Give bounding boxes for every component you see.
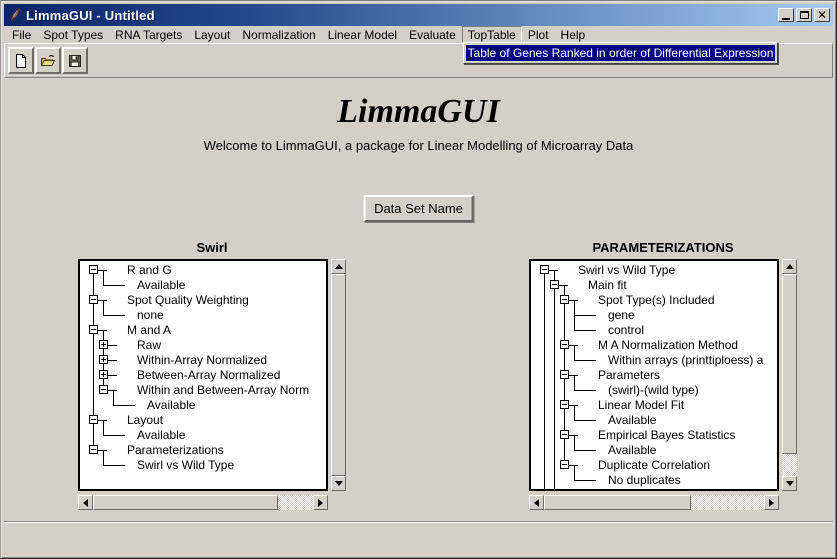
scrollbar-thumb[interactable] [331,274,346,476]
new-file-button[interactable] [8,47,34,74]
menu-layout[interactable]: Layout [194,27,231,42]
swirl-tree-title: Swirl [196,240,228,255]
tree-toggle-minus-icon[interactable] [560,370,569,379]
tree-connector-line [108,375,117,376]
tree-node-label[interactable]: control [608,323,645,337]
tree-connector-line [544,270,545,489]
tree-connector-line [103,435,125,436]
tree-node-label[interactable]: Layout [127,413,164,427]
tree-node-label[interactable]: M A Normalization Method [598,338,739,352]
tree-node-label[interactable]: Available [608,443,657,457]
toptable-dropdown [463,42,778,64]
close-button[interactable] [814,8,830,22]
menu-bar [4,26,833,43]
page-title: LimmaGUI [337,93,500,130]
tree-node-label[interactable]: Swirl vs Wild Type [578,263,676,277]
scroll-down-icon [335,481,343,486]
tree-node-label[interactable]: Parameters [598,368,661,382]
tree-connector-line [574,330,596,331]
menu-evaluate[interactable]: Evaluate [409,27,456,42]
tree-node-label[interactable]: Duplicate Correlation [598,458,711,472]
tree-node-label[interactable]: Parameterizations [127,443,224,457]
scroll-down-button[interactable] [331,476,346,491]
tree-toggle-minus-icon[interactable] [560,295,569,304]
minimize-button[interactable] [778,8,794,22]
tree-toggle-minus-icon[interactable] [540,265,549,274]
tree-toggle-minus-icon[interactable] [89,325,98,334]
tree-node-label[interactable]: Within-Array Normalized [137,353,268,367]
tree-toggle-minus-icon[interactable] [89,445,98,454]
parameterizations-vertical-scrollbar[interactable] [782,259,797,491]
tree-connector-line [574,345,575,360]
tree-toggle-minus-icon[interactable] [560,430,569,439]
swirl-tree[interactable] [78,259,328,491]
tree-toggle-minus-icon[interactable] [89,415,98,424]
menu-spot-types[interactable]: Spot Types [43,27,104,42]
maximize-button[interactable] [796,8,812,22]
tree-connector-line [103,315,125,316]
tree-node-label[interactable]: M and A [127,323,172,337]
tree-node-label[interactable]: Linear Model Fit [598,398,685,412]
tree-connector-line [574,480,596,481]
title-bar[interactable] [4,4,833,26]
tree-node-label[interactable]: Empirical Bayes Statistics [598,428,736,442]
save-file-button[interactable] [62,47,88,74]
tree-node-label[interactable]: (swirl)-(wild type) [608,383,699,397]
tree-connector-line [113,405,135,406]
tree-node-label[interactable]: Raw [137,338,162,352]
scroll-up-icon [786,264,794,269]
scroll-down-button[interactable] [782,476,797,491]
scrollbar-thumb[interactable] [782,274,797,454]
floppy-disk-icon [67,53,83,69]
tree-node-label[interactable]: Available [137,428,186,442]
swirl-tree-widget [78,240,346,510]
page-subtitle: Welcome to LimmaGUI, a package for Linear Modelling of Microarray Data [203,138,634,153]
tree-node-label[interactable]: Available [137,278,186,292]
app-feather-icon [8,8,22,22]
tree-node-label[interactable]: none [137,308,164,322]
tree-node-label[interactable]: Swirl vs Wild Type [137,458,235,472]
tree-connector-line [554,285,555,489]
tree-connector-line [574,360,596,361]
tree-connector-line [103,465,125,466]
tree-connector-line [103,450,104,465]
tree-toggle-plus-icon[interactable] [99,340,108,349]
tree-node-label[interactable]: Main fit [588,278,627,292]
tree-node-label[interactable]: Within arrays (printtiploess) a [608,353,764,367]
scroll-right-icon [318,499,323,507]
close-icon: ✕ [816,8,828,22]
tree-connector-line [103,270,104,285]
tree-connector-line [108,345,117,346]
data-set-name-button[interactable]: Data Set Name [363,195,474,222]
tree-connector-line [574,390,596,391]
tree-connector-line [574,420,596,421]
swirl-vertical-scrollbar[interactable] [331,259,346,491]
tree-toggle-minus-icon[interactable] [560,400,569,409]
tree-node-label[interactable]: Available [608,413,657,427]
parameterizations-horizontal-scrollbar[interactable] [529,495,779,510]
tree-toggle-minus-icon[interactable] [99,385,108,394]
parameterizations-tree-widget [529,240,797,510]
tree-connector-line [574,405,575,420]
menu-rna-targets[interactable]: RNA Targets [115,27,183,42]
swirl-horizontal-scrollbar[interactable] [78,495,328,510]
scroll-up-button[interactable] [331,259,346,274]
menu-help[interactable]: Help [560,27,586,42]
open-file-button[interactable] [35,47,61,74]
tree-toggle-plus-icon[interactable] [99,355,108,364]
scrollbar-thumb[interactable] [544,495,691,510]
tree-node-label[interactable]: Available [147,398,196,412]
tree-connector-line [103,300,104,315]
scroll-right-button[interactable] [764,495,779,510]
tree-toggle-minus-icon[interactable] [89,265,98,274]
scroll-right-icon [769,499,774,507]
tree-connector-line [108,360,117,361]
tree-connector-line [574,435,575,450]
minimize-icon [782,18,790,20]
scroll-right-button[interactable] [313,495,328,510]
open-folder-icon [40,53,56,69]
tree-toggle-plus-icon[interactable] [99,370,108,379]
tree-toggle-minus-icon[interactable] [89,295,98,304]
menu-toptable[interactable]: TopTable [462,26,522,43]
tree-toggle-minus-icon[interactable] [550,280,559,289]
tree-connector-line [574,375,575,390]
tree-node-label[interactable]: Within and Between-Array Norm [137,383,310,397]
tree-node-label[interactable]: No duplicates [608,473,681,487]
scroll-down-icon [786,481,794,486]
parameterizations-tree-title: PARAMETERIZATIONS [592,240,734,255]
tree-node-label[interactable]: R and G [127,263,172,277]
scroll-left-button[interactable] [78,495,93,510]
tree-connector-line [103,420,104,435]
scroll-left-button[interactable] [529,495,544,510]
tree-node-label[interactable]: Spot Type(s) Included [598,293,715,307]
menu-item-toptable-genes[interactable]: Table of Genes Ranked in order of Differential Expression [467,46,774,60]
tree-connector-line [574,450,596,451]
tree-node-label[interactable]: gene [608,308,635,322]
tree-connector-line [103,285,125,286]
scrollbar-thumb[interactable] [93,495,278,510]
tree-node-label[interactable]: Spot Quality Weighting [127,293,249,307]
scroll-left-icon [534,499,539,507]
tree-connector-line [574,465,575,480]
tree-toggle-minus-icon[interactable] [560,460,569,469]
scroll-up-button[interactable] [782,259,797,274]
menu-normalization[interactable]: Normalization [242,27,316,42]
bottom-divider [4,521,833,523]
tree-node-label[interactable]: Between-Array Normalized [137,368,281,382]
menu-plot[interactable]: Plot [527,27,549,42]
scroll-left-icon [83,499,88,507]
menu-linear-model[interactable]: Linear Model [327,27,398,42]
window-title: LimmaGUI - Untitled [26,7,155,23]
blank-page-icon [13,53,29,69]
tree-connector-line [113,390,114,405]
scroll-up-icon [335,264,343,269]
menu-file[interactable]: File [12,27,32,42]
parameterizations-tree[interactable] [529,259,779,491]
tree-toggle-minus-icon[interactable] [560,340,569,349]
tree-connector-line [574,315,596,316]
maximize-icon [800,11,809,19]
